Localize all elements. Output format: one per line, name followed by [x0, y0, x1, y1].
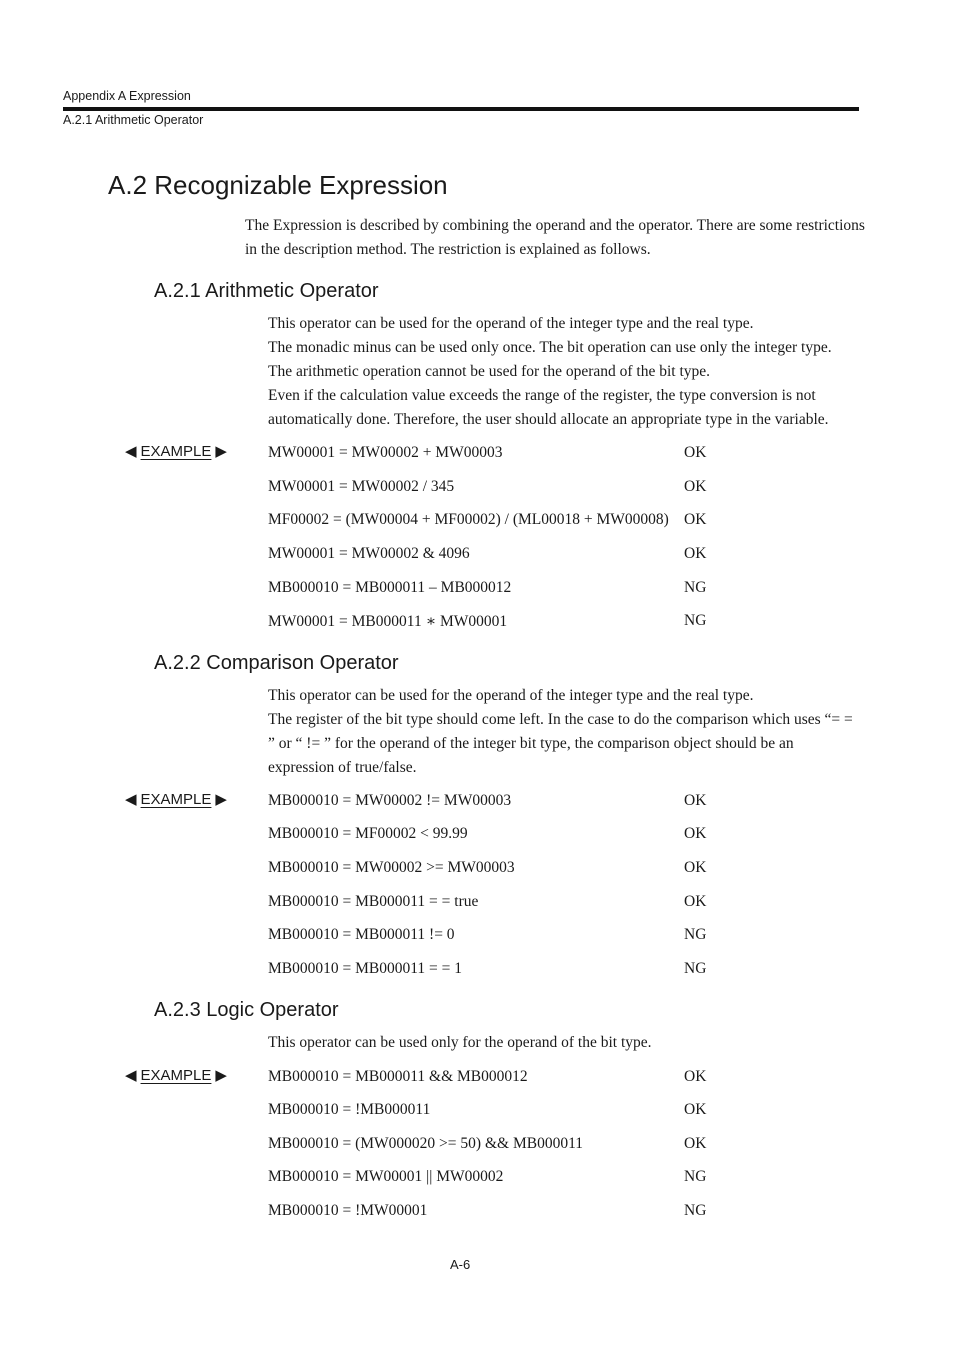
example-expression: MB000010 = MB000011 && MB000012 — [268, 1068, 528, 1085]
example-result: OK — [684, 511, 707, 528]
section-heading-logic: A.2.3 Logic Operator — [154, 999, 339, 1021]
triangle-right-icon: ▶ — [215, 1067, 227, 1084]
header-rule — [63, 107, 859, 111]
example-expression: MB000010 = !MB000011 — [268, 1101, 431, 1118]
example-result: OK — [684, 792, 707, 809]
example-label — [125, 443, 227, 460]
example-expression: MB000010 = !MW00001 — [268, 1202, 428, 1219]
example-row — [268, 579, 728, 601]
example-row — [268, 1168, 728, 1190]
example-row — [268, 825, 728, 847]
example-label — [125, 1067, 227, 1084]
section-body-comparison — [268, 684, 863, 780]
example-expression: MB000010 = MB000011 = = true — [268, 893, 479, 910]
section-body-logic — [268, 1031, 863, 1055]
section-body-arithmetic — [268, 312, 863, 432]
example-result: OK — [684, 1135, 707, 1152]
body-text: This operator can be used only for the operand of the bit type. — [268, 1034, 652, 1051]
example-expression: MW00001 = MB000011 ∗ MW00001 — [268, 613, 508, 630]
example-row — [268, 893, 728, 915]
example-expression: MB000010 = MF00002 < 99.99 — [268, 825, 468, 842]
example-expression: MB000010 = (MW000020 >= 50) && MB000011 — [268, 1135, 583, 1152]
example-label-text: EXAMPLE — [140, 443, 212, 460]
example-row — [268, 960, 728, 982]
example-row — [268, 478, 728, 500]
triangle-right-icon: ▶ — [215, 791, 227, 808]
triangle-left-icon: ◀ — [125, 791, 137, 808]
example-result: NG — [684, 1202, 707, 1219]
body-text: The arithmetic operation cannot be used for the operand of the bit type. — [268, 363, 711, 380]
example-expression: MF00002 = (MW00004 + MF00002) / (ML00018 + MW00008) — [268, 511, 669, 528]
example-row — [268, 444, 728, 466]
triangle-left-icon: ◀ — [125, 1067, 137, 1084]
example-result: OK — [684, 893, 707, 910]
example-result: OK — [684, 1068, 707, 1085]
intro-paragraph: The Expression is described by combining the operand and the operator. There are some restrictions in the description method. The restriction is explained as follows. — [245, 217, 865, 258]
section-heading-comparison: A.2.2 Comparison Operator — [154, 652, 399, 674]
example-result: NG — [684, 1168, 707, 1185]
running-header-section: A.2.1 Arithmetic Operator — [63, 113, 204, 127]
body-text: This operator can be used for the operand of the integer type and the real type. — [268, 687, 754, 704]
body-text: Even if the calculation value exceeds the range of the register, the type conversion is not automatically done. Therefore, the user should allocate an appropriate type in the variable. — [268, 387, 829, 428]
example-expression: MB000010 = MW00002 != MW00003 — [268, 792, 512, 809]
section-heading-arithmetic: A.2.1 Arithmetic Operator — [154, 280, 379, 302]
example-result: OK — [684, 444, 707, 461]
example-expression: MB000010 = MB000011 != 0 — [268, 926, 455, 943]
example-row — [268, 612, 728, 634]
triangle-left-icon: ◀ — [125, 443, 137, 460]
example-row — [268, 511, 728, 533]
running-header-chapter: Appendix A Expression — [63, 89, 191, 103]
page-number: A-6 — [450, 1257, 471, 1272]
example-expression: MB000010 = MB000011 – MB000012 — [268, 579, 512, 596]
example-result: OK — [684, 545, 707, 562]
example-label-text: EXAMPLE — [140, 1067, 212, 1084]
page-title: A.2 Recognizable Expression — [108, 170, 448, 200]
example-expression: MB000010 = MW00001 || MW00002 — [268, 1168, 504, 1185]
example-expression: MB000010 = MW00002 >= MW00003 — [268, 859, 515, 876]
example-result: OK — [684, 859, 707, 876]
example-result: NG — [684, 926, 707, 943]
example-row — [268, 1135, 728, 1157]
body-text: This operator can be used for the operand of the integer type and the real type. — [268, 315, 754, 332]
example-result: NG — [684, 612, 707, 629]
triangle-right-icon: ▶ — [215, 443, 227, 460]
example-label-text: EXAMPLE — [140, 791, 212, 808]
body-text: The register of the bit type should come left. In the case to do the comparison which uses “= = ” or “ != ” for the operand of the integer bit type, the comparison object should be an expression of true/false. — [268, 711, 853, 776]
example-result: NG — [684, 579, 707, 596]
example-row — [268, 1101, 728, 1123]
example-expression: MB000010 = MB000011 = = 1 — [268, 960, 463, 977]
example-label — [125, 791, 227, 808]
example-result: OK — [684, 478, 707, 495]
example-row — [268, 1068, 728, 1090]
example-row — [268, 1202, 728, 1224]
example-result: OK — [684, 1101, 707, 1118]
body-text: The monadic minus can be used only once. The bit operation can use only the integer type. — [268, 339, 832, 356]
example-row — [268, 545, 728, 567]
example-row — [268, 859, 728, 881]
example-result: NG — [684, 960, 707, 977]
example-expression: MW00001 = MW00002 / 345 — [268, 478, 455, 495]
example-result: OK — [684, 825, 707, 842]
example-row — [268, 792, 728, 814]
example-row — [268, 926, 728, 948]
example-expression: MW00001 = MW00002 + MW00003 — [268, 444, 503, 461]
example-expression: MW00001 = MW00002 & 4096 — [268, 545, 470, 562]
